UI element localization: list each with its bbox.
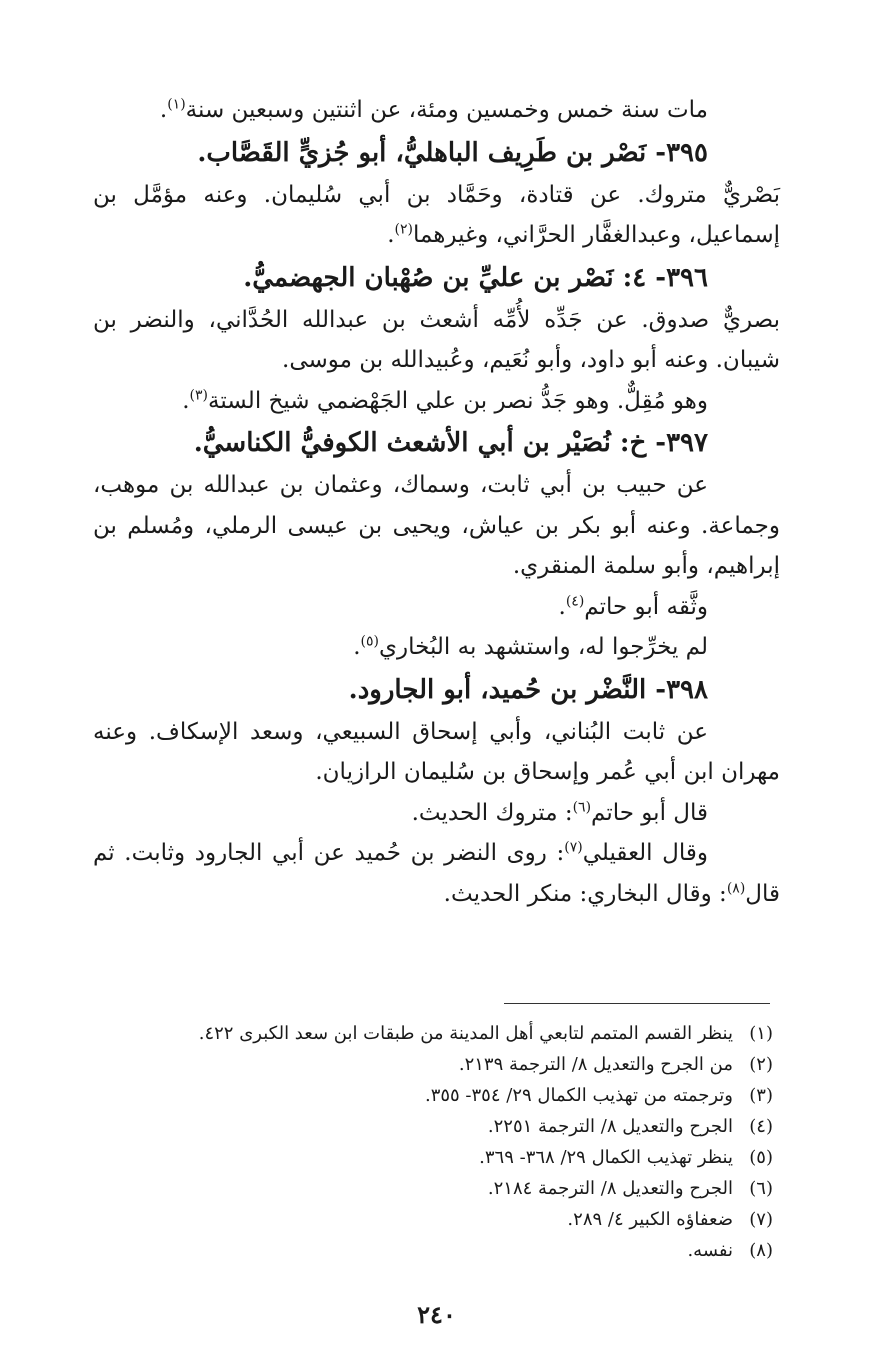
entry-line-text: : متروك الحديث.: [411, 799, 573, 826]
entry-line-end: .: [353, 634, 361, 660]
footnote-ref: (١): [167, 96, 186, 113]
paragraph-death-note: [93, 90, 780, 131]
footnote-number: (٤): [749, 1116, 773, 1137]
entry-body-text: بَصْريٌّ متروك. عن قتادة، وحَمَّاد بن أبي سُليمان. وعنه مؤمَّل بن إسماعيل، وعبدالغفَّار الحرَّاني، وغيرهما: [93, 181, 780, 248]
entry-heading-395: ٣٩٥- نَصْر بن طَرِيف الباهليُّ، أبو جُزيٍّ القَصَّاب.: [197, 137, 708, 168]
entry-line2-397: [93, 587, 780, 628]
footnote-item: [93, 1204, 773, 1235]
entry-extra-396: [93, 381, 780, 422]
entry-body-398: عن ثابت البُناني، وأبي إسحاق السبيعي، وسعد الإسكاف. وعنه مهران ابن أبي عُمر وإسحاق بن سُليمان الرازيان.: [93, 718, 780, 785]
footnote-number: (٥): [749, 1147, 773, 1168]
paragraph-text: مات سنة خمس وخمسين ومئة، عن اثنتين وسبعين سنة: [185, 97, 708, 123]
footnote-text: ينظر تهذيب الكمال ٢٩/ ٣٦٨- ٣٦٩.: [479, 1147, 733, 1168]
page-body: [93, 90, 780, 914]
entry-body-395: [93, 175, 780, 256]
entry-line-end: .: [558, 593, 566, 620]
entry-line-text: قال أبو حاتم: [591, 799, 708, 826]
footnote-divider: [504, 1003, 770, 1004]
entry-body-end: .: [387, 222, 395, 248]
footnote-ref: (٧): [564, 839, 583, 856]
footnote-item: [93, 1018, 773, 1049]
entry-line2-398: [93, 793, 780, 834]
footnote-text: ضعفاؤه الكبير ٤/ ٢٨٩.: [567, 1209, 733, 1230]
footnote-number: (٧): [749, 1209, 773, 1230]
footnote-ref: (٣): [189, 386, 209, 403]
entry-body-396: بصريٌّ صدوق. عن جَدِّه لأُمِّه أشعث بن عبدالله الحُدَّاني، والنضر بن شيبان. وعنه أبو داود، وأبو نُعَيم، وعُبيدالله بن موسى.: [93, 306, 780, 373]
footnote-item: [93, 1235, 773, 1266]
entry-line-text: : روى النضر بن حُميد عن أبي الجارود وثابت. ثم قال: [93, 840, 780, 907]
main-text: [93, 90, 780, 914]
page-number: ٢٤٠: [417, 1300, 456, 1329]
footnotes: [93, 1018, 773, 1266]
footnote-number: (١): [749, 1023, 773, 1044]
entry-line-text: وثَّقه أبو حاتم: [584, 593, 708, 620]
footnote-text: وترجمته من تهذيب الكمال ٢٩/ ٣٥٤- ٣٥٥.: [424, 1085, 733, 1106]
footnote-item: [93, 1142, 773, 1173]
footnote-text: من الجرح والتعديل ٨/ الترجمة ٢١٣٩.: [458, 1054, 733, 1075]
footnote-ref: (٥): [360, 633, 379, 650]
paragraph-end: .: [159, 97, 168, 123]
entry-line-text: لم يخرِّجوا له، واستشهد به البُخاري: [379, 634, 708, 660]
footnote-item: [93, 1080, 773, 1111]
footnote-item: [93, 1049, 773, 1080]
entry-line3-398: [93, 833, 780, 914]
footnote-number: (٣): [749, 1085, 773, 1106]
footnote-ref: (٨): [726, 879, 746, 896]
entry-heading-397: ٣٩٧- خ: نُصَيْر بن أبي الأشعث الكوفيُّ الكناسيُّ.: [193, 428, 708, 458]
entry-line3-397: [93, 627, 780, 668]
entry-body-397: عن حبيب بن أبي ثابت، وسماك، وعثمان بن عبدالله بن موهب، وجماعة. وعنه أبو بكر بن عياش، ويحيى بن عيسى الرملي، ومُسلم بن إبراهيم، وأبو سلمة المنقري.: [93, 472, 780, 579]
footnote-number: (٦): [749, 1178, 773, 1199]
footnote-text: ينظر القسم المتمم لتابعي أهل المدينة من طبقات ابن سعد الكبرى ٤٢٢.: [198, 1023, 733, 1044]
footnote-ref: (٢): [394, 221, 413, 238]
entry-line-text: : وقال البخاري: منكر الحديث.: [443, 880, 727, 907]
footnote-text: نفسه.: [687, 1240, 733, 1261]
entry-heading-398: ٣٩٨- النَّضْر بن حُميد، أبو الجارود.: [348, 674, 708, 705]
entry-line-text: وقال العقيلي: [582, 840, 708, 866]
entry-heading-396: ٣٩٦- ٤: نَصْر بن عليِّ بن صُهْبان الجهضميُّ.: [243, 262, 708, 293]
footnote-item: [93, 1173, 773, 1204]
footnote-text: الجرح والتعديل ٨/ الترجمة ٢١٨٤.: [487, 1178, 733, 1199]
footnote-number: (٢): [749, 1054, 773, 1075]
entry-extra-end: .: [182, 387, 190, 414]
footnote-item: [93, 1111, 773, 1142]
footnote-number: (٨): [749, 1240, 773, 1261]
footnote-text: الجرح والتعديل ٨/ الترجمة ٢٢٥١.: [487, 1116, 733, 1137]
entry-extra-text: وهو مُقِلٌّ. وهو جَدُّ نصر بن علي الجَهْضمي شيخ الستة: [208, 387, 708, 414]
footnote-ref: (٤): [565, 592, 585, 609]
footnote-ref: (٦): [572, 798, 592, 815]
